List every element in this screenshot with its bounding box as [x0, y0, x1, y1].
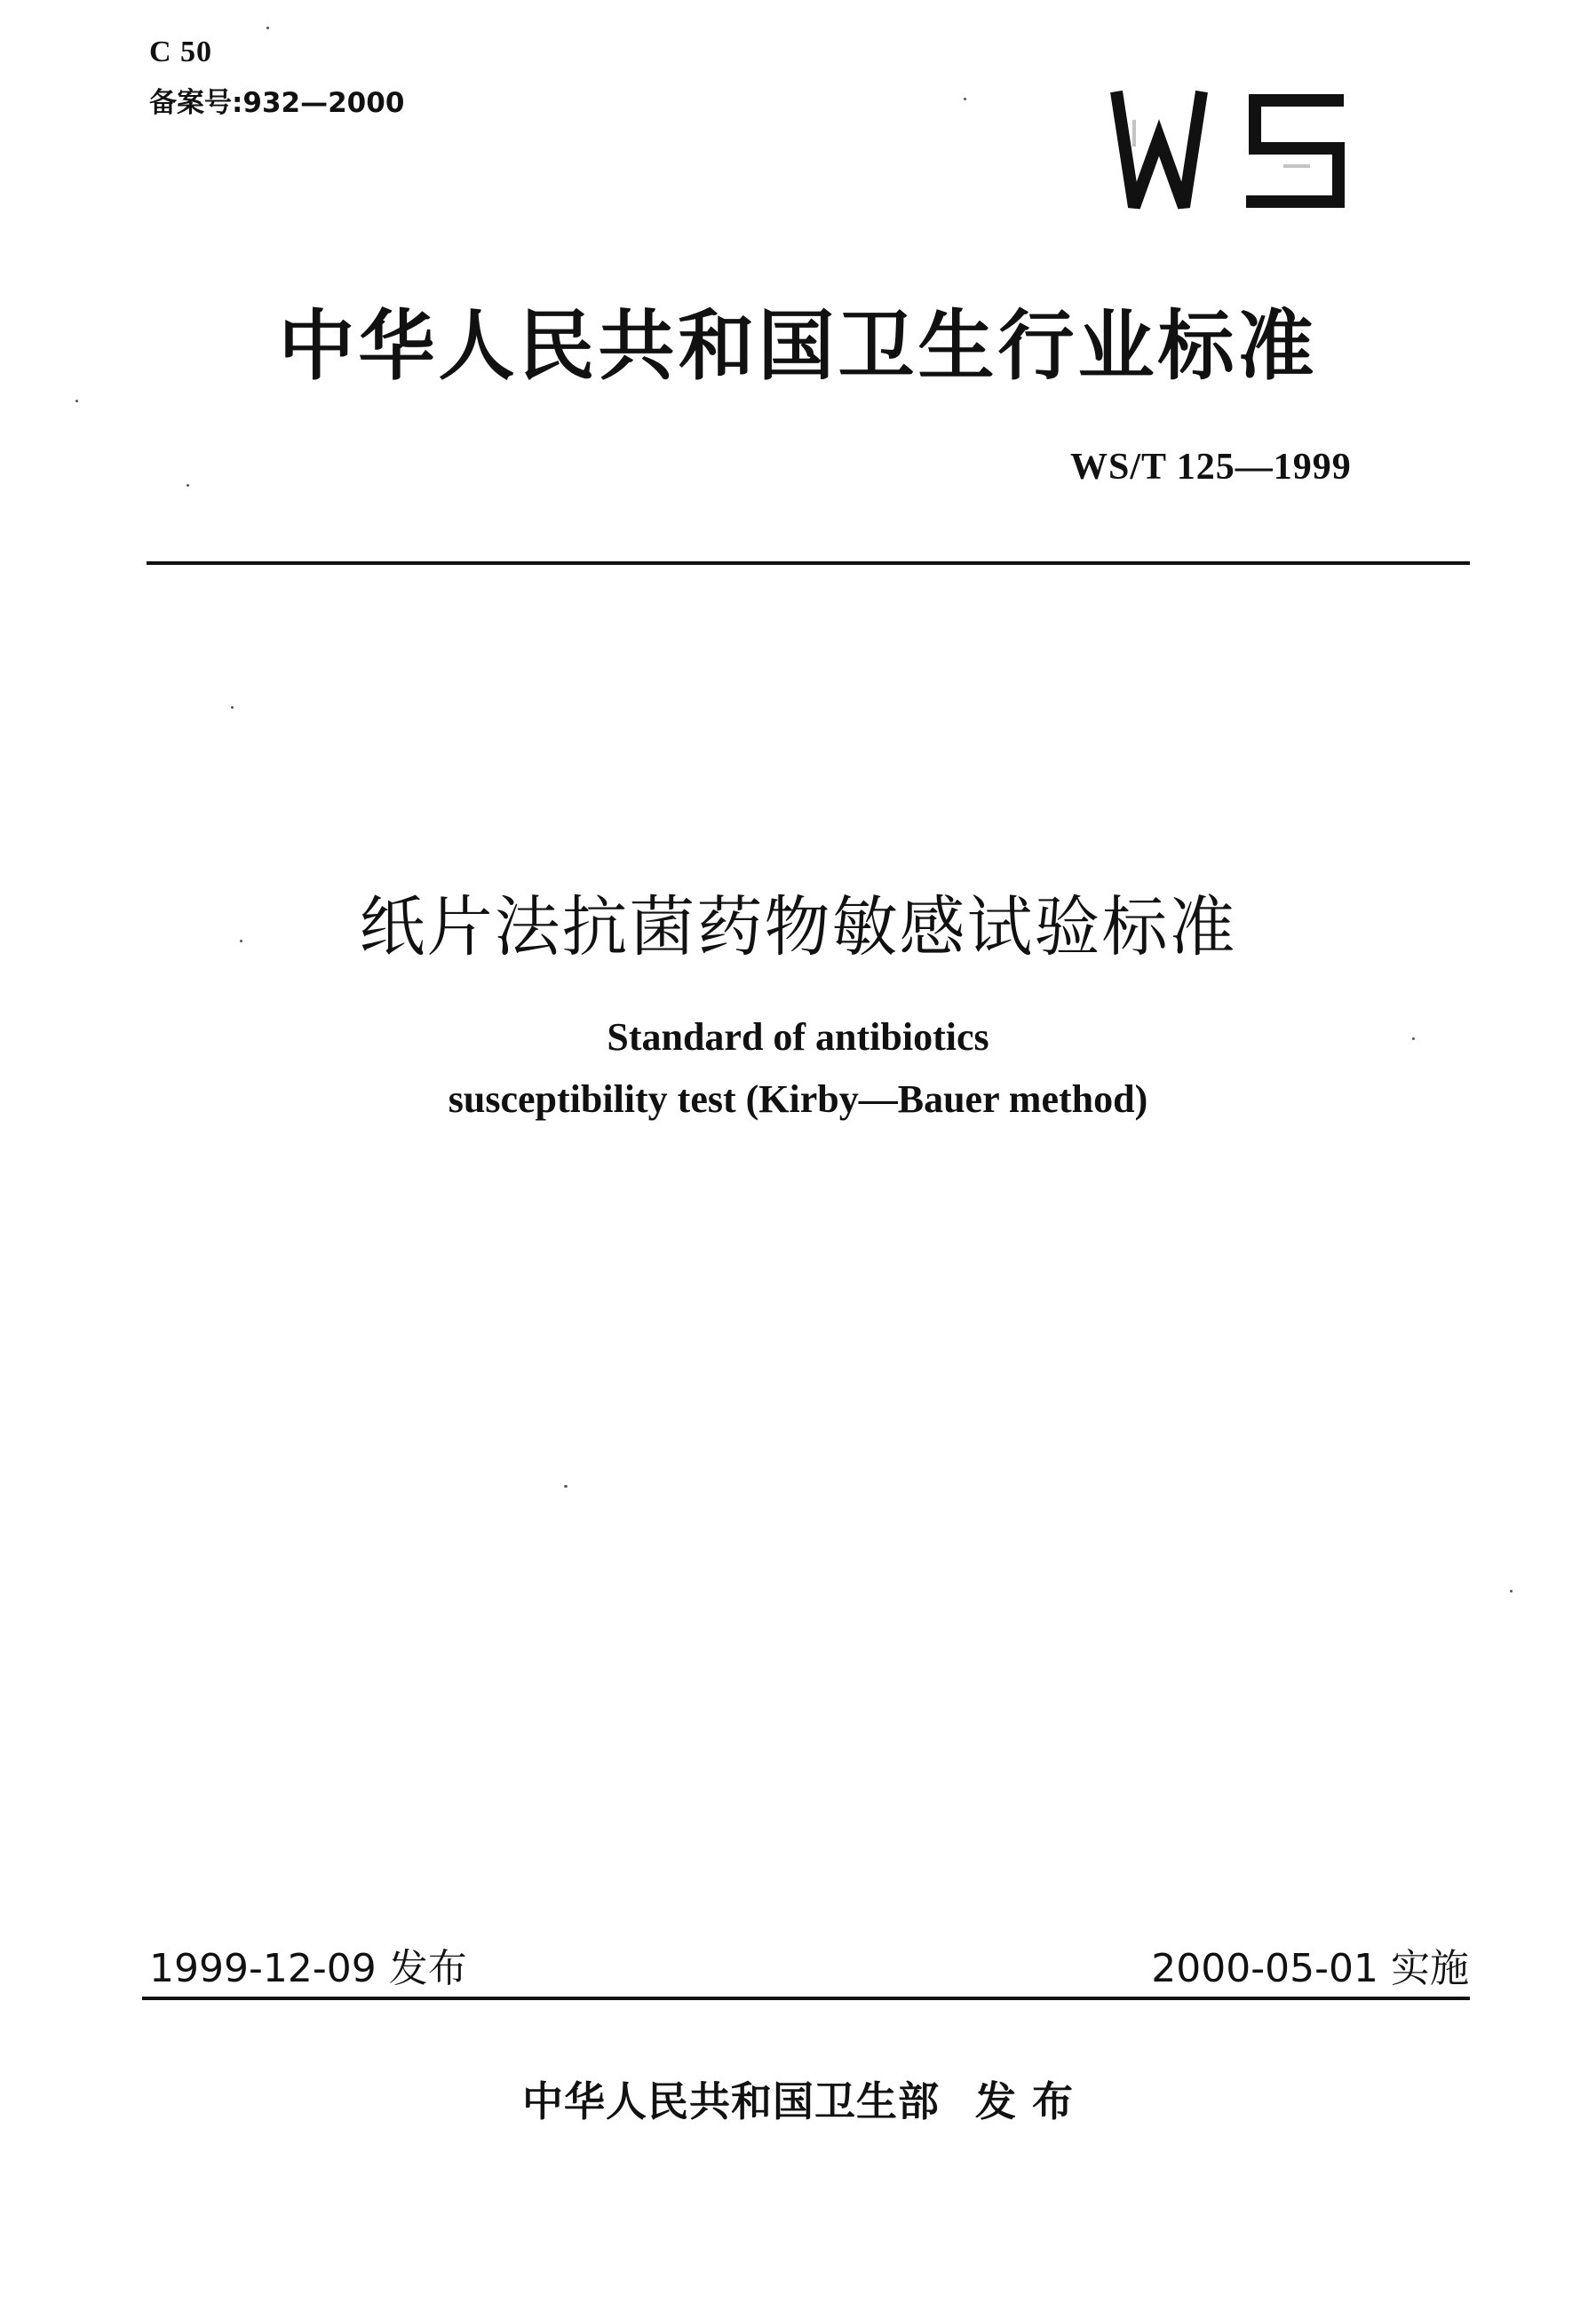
scan-speck: [1510, 1590, 1513, 1592]
top-divider: [147, 561, 1470, 565]
publisher-line: [0, 2069, 1596, 2128]
document-title-en-line2: susceptibility test (Kirby—Bauer method): [448, 1077, 1148, 1121]
scan-speck: [564, 1485, 568, 1488]
issue-date: 1999-12-09 发布: [149, 1946, 467, 1991]
ws-logo: [1106, 84, 1368, 218]
scan-speck: [75, 400, 78, 402]
document-title-en-line1: Standard of antibiotics: [607, 1015, 989, 1059]
scan-speck: [240, 940, 242, 942]
publisher-name: 中华人民共和国卫生部: [521, 2077, 940, 2125]
standard-category-title: 中华人民共和国卫生行业标准: [278, 302, 1318, 391]
scan-speck: [231, 706, 234, 709]
scan-speck: [964, 98, 966, 100]
record-number: 备案号:932—2000: [149, 87, 405, 119]
scan-speck: [266, 27, 269, 29]
bottom-divider: [142, 1997, 1470, 2000]
publisher-action: 发 布: [974, 2077, 1074, 2125]
scan-speck: [1412, 1037, 1415, 1040]
standard-code: WS/T 125—1999: [1070, 447, 1352, 488]
scan-speck: [187, 484, 189, 487]
effective-date: 2000-05-01 实施: [1151, 1946, 1469, 1991]
document-title-cn: 纸片法抗菌药物敏感试验标准: [359, 889, 1237, 965]
classification-code: C 50: [149, 36, 213, 68]
